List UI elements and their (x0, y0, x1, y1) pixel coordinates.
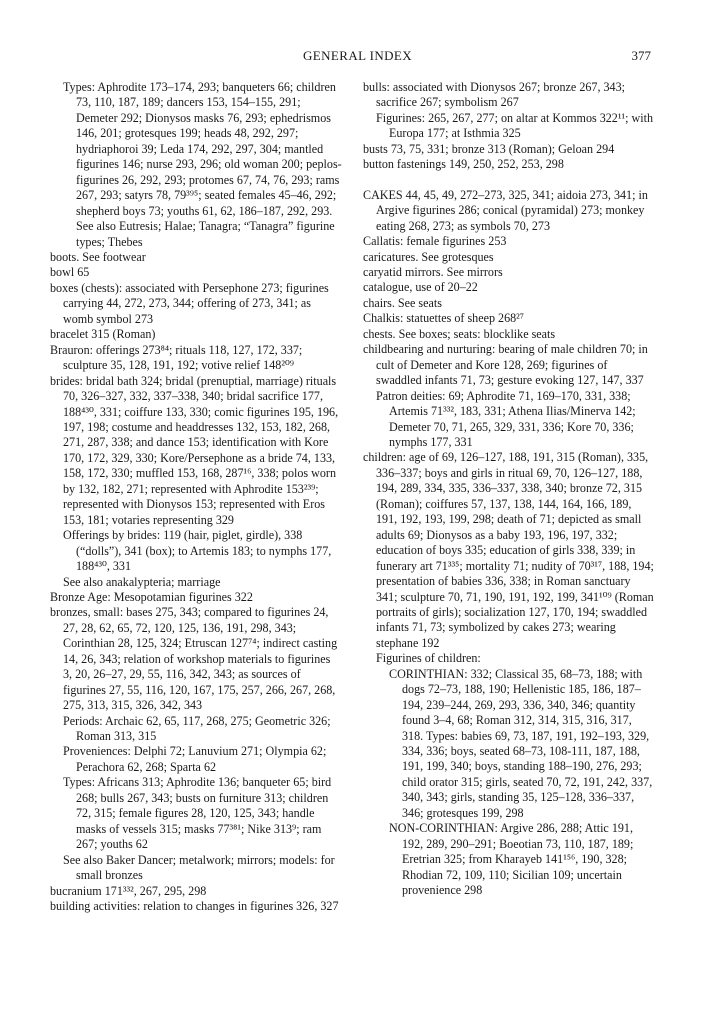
page-header (0, 48, 703, 68)
index-entry: bulls: associated with Dionysos 267; bronze 267, 343; sacrifice 267; symbolism 267 (363, 80, 626, 110)
index-entry: boots. See footwear (50, 249, 146, 264)
index-entry: busts 73, 75, 331; bronze 313 (Roman); Geloan 294 (363, 141, 615, 156)
index-subentry: Figurines: 265, 267, 277; on altar at Kommos 322¹¹; with Europa 177; at Isthmia 325 (376, 110, 653, 141)
index-subentry: Periods: Archaic 62, 65, 117, 268, 275; Geometric 326; Roman 313, 315 (63, 713, 331, 744)
index-entry: button fastenings 149, 250, 252, 253, 298 (363, 157, 564, 172)
index-entry: Chalkis: statuettes of sheep 268²⁷ (363, 311, 525, 326)
index-subentry: See also Baker Dancer; metalwork; mirrors; models: for small bronzes (63, 852, 335, 883)
index-entry: caricatures. See grotesques (363, 249, 494, 264)
index-entry: bowl 65 (50, 265, 90, 280)
index-entry: catalogue, use of 20–22 (363, 280, 478, 295)
index-subentry: NON-CORINTHIAN: Argive 286, 288; Attic 191, 192, 289, 290–291; Boeotian 73, 110, 187, 189; Eretrian 325; from Kharayeb 141¹⁵⁶, 190, 328; Rhodian 72, 109, 110; Sicilian 109; uncertain provenience 298 (389, 821, 634, 898)
index-subentry: CORINTHIAN: 332; Classical 35, 68–73, 188; with dogs 72–73, 188, 190; Hellenistic 185, 186, 187–194, 239–244, 269, 293, 336, 340, 346; quantity found 3–4, 68; Roman 312, 314, 315, 316, 317, 318. Types: babies 69, 73, 187, 191, 192–193, 329, 334, 336; boys, seated 68–73, 108-111, 187, 188, 191, 199, 340; boys, standing 188–190, 276, 293; child orator 315; girls, seated 70, 72, 191, 242, 337, 340, 343; girls, standing 35, 125–128, 336–337, 346; grotesques 199, 298 (389, 666, 653, 820)
index-subentry: Types: Aphrodite 173–174, 293; banqueters 66; children 73, 110, 187, 189; dancers 153, 154–155, 291; Demeter 292; Dionysos masks 76, 293; ephedrismos 146, 201; grotesques 199; heads 48, 292, 297; hydriaphoroi 39; Leda 174, 292, 297, 304; mantled figurines 146; nurse 293, 296; old woman 200; peplos-figurines 26, 292, 293; protomes 67, 74, 76, 293; rams 267, 293; satyrs 78, 79³⁹⁵; seated females 45–46, 292; shepherd boys 73; youths 61, 62, 186–187, 292, 293. See also Eutresis; Halae; Tanagra; “Tanagra” figurine types; Thebes (63, 80, 342, 249)
index-entry: Callatis: female figurines 253 (363, 234, 507, 249)
index-entry: boxes (chests): associated with Persephone 273; figurines carrying 44, 272, 273, 344; offering of 273, 341; as womb symbol 273 (50, 280, 329, 326)
index-column-right (363, 80, 655, 899)
running-title: GENERAL INDEX (303, 48, 413, 63)
index-entry: Bronze Age: Mesopotamian figurines 322 (50, 589, 253, 604)
index-entry: CAKES 44, 45, 49, 272–273, 325, 341; aidoia 273, 341; in Argive figurines 286; conical (pyramidal) 273; monkey eating 268, 273; as symbols 70, 273 (363, 187, 648, 233)
index-entry: bucranium 171³³², 267, 295, 298 (50, 883, 207, 898)
index-subentry: Patron deities: 69; Aphrodite 71, 169–170, 331, 338; Artemis 71³³², 183, 331; Athena Ilias/Minerva 142; Demeter 70, 71, 265, 329, 331, 336; Kore 70, 336; nymphs 177, 331 (376, 388, 636, 449)
index-subentry: Offerings by brides: 119 (hair, piglet, girdle), 338 (“dolls”), 341 (box); to Artemis 183; to nymphs 177, 188⁴³⁰, 331 (63, 528, 332, 574)
index-column-left (50, 80, 342, 914)
index-entry: brides: bridal bath 324; bridal (prenuptial, marriage) rituals 70, 326–327, 332, 337–338, 340; bridal sacrifice 177, 188⁴³⁰, 331; coiffure 133, 330; comic figurines 195, 196, 197, 198; costume and headdresses 132, 153, 182, 268, 271, 287, 338; and dance 153; identification with Kore 170, 172, 329, 330; Kore/Persephone as a bride 74, 133, 158, 172, 330; muffled 153, 168, 287¹⁶, 338; polos worn by 132, 182, 271; represented with Aphrodite 153²³⁹; represented with Dionysos 153; represented with Eros 153, 181; votaries representing 329 (50, 373, 339, 527)
index-subentry: Types: Africans 313; Aphrodite 136; banqueter 65; bird 268; bulls 267, 343; busts on furniture 313; children 72, 315; female figures 28, 120, 125, 343; handle masks of vessels 315; masks 77³⁸¹; Nike 313⁹; ram 267; youths 62 (63, 775, 332, 852)
index-entry: bronzes, small: bases 275, 343; compared to figurines 24, 27, 28, 62, 65, 72, 120, 125, 136, 191, 298, 343; Corinthian 28, 125, 324; Etruscan 127⁷⁴; indirect casting 14, 26, 343; relation of workshop materials to figurines 3, 20, 26–27, 29, 55, 116, 342, 343; as sources of figurines 27, 55, 116, 120, 167, 175, 257, 266, 267, 268, 275, 313, 315, 326, 342, 343 (50, 605, 338, 713)
index-entry: Brauron: offerings 273⁸⁴; rituals 118, 127, 172, 337; sculpture 35, 128, 191, 192; votive relief 148²⁰⁹ (50, 342, 303, 373)
index-entry: children: age of 69, 126–127, 188, 191, 315 (Roman), 335, 336–337; boys and girls in ritual 69, 70, 126–127, 188, 194, 289, 334, 335, 336–337, 338, 340; bronze 72, 315 (Roman); coiffures 57, 137, 138, 144, 164, 166, 189, 191, 192, 193, 199, 298; death of 71; depicted as small adults 69; Dionysos as a baby 193, 196, 197, 332; education of boys 335; education of girls 338, 339; in funerary art 71³³⁵; mortality 71; nudity of 70³¹⁷, 188, 194; presentation of babies 336, 338; in Roman sanctuary 341; sculpture 70, 71, 190, 191, 192, 199, 341¹⁰⁹ (Roman portraits of girls); socialization 127, 170, 194; swaddled infants 71, 73; symbolized by cakes 273; wearing stephane 192 (363, 450, 654, 650)
index-subentry: See also anakalypteria; marriage (63, 574, 221, 589)
page-number: 377 (631, 48, 651, 63)
index-entry: caryatid mirrors. See mirrors (363, 264, 503, 279)
index-subentry: Figurines of children: (376, 651, 481, 666)
index-entry: chests. See boxes; seats: blocklike seats (363, 326, 556, 341)
index-entry: building activities: relation to changes in figurines 326, 327 (50, 899, 339, 914)
index-entry: bracelet 315 (Roman) (50, 327, 156, 342)
index-subentry: Proveniences: Delphi 72; Lanuvium 271; Olympia 62; Perachora 62, 268; Sparta 62 (63, 744, 327, 774)
index-entry: childbearing and nurturing: bearing of male children 70; in cult of Demeter and Kore 128, 269; figurines of swaddled infants 71, 73; gesture evoking 127, 147, 337 (363, 342, 648, 388)
index-entry: chairs. See seats (363, 295, 442, 310)
